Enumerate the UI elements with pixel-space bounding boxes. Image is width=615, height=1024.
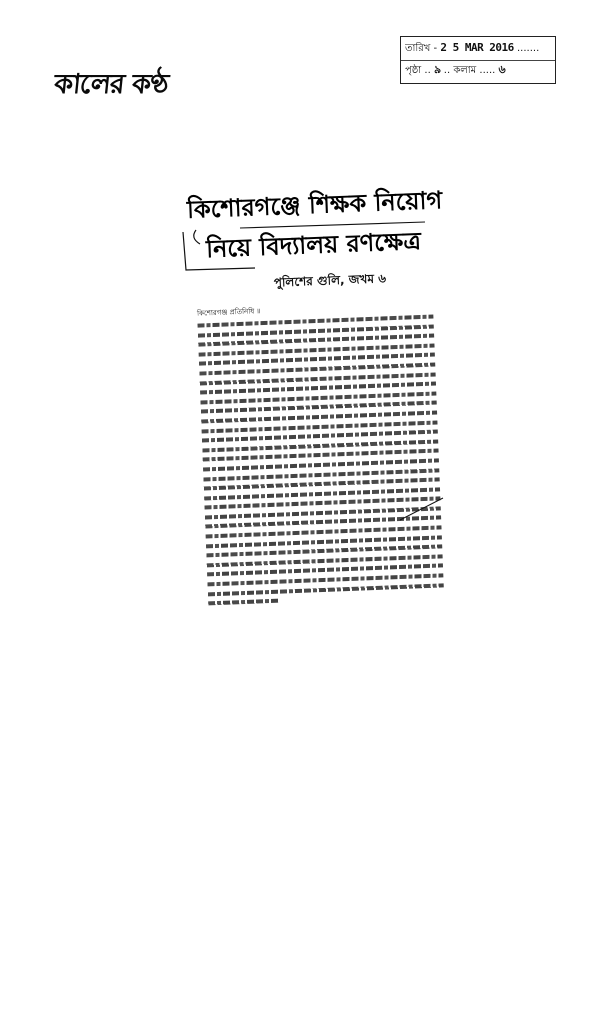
news-clipping	[186, 176, 450, 545]
stamp-date-label: তারিখ	[405, 43, 431, 54]
stamp-divider	[401, 60, 555, 61]
stamp-column-value: ৬	[498, 64, 506, 76]
subheadline: পুলিশের গুলি, জখম ৬	[273, 271, 387, 290]
newspaper-masthead: কালের কণ্ঠ	[52, 69, 170, 100]
headline-line-1: কিশোরগঞ্জে শিক্ষক নিয়োগ	[186, 185, 443, 224]
stamp-date-value: 2 5 MAR 2016	[440, 42, 514, 54]
article-body	[197, 315, 444, 606]
body-line	[208, 599, 279, 606]
stamp-page-value: ৯	[433, 64, 441, 76]
stamp-page-label: পৃষ্ঠা	[405, 65, 422, 76]
stamp-page-row: পৃষ্ঠা .. ৯ .. কলাম ..... ৬	[405, 64, 506, 76]
archive-stamp	[400, 36, 556, 84]
stamp-date-row: তারিখ - 2 5 MAR 2016 .......	[405, 42, 540, 54]
headline-line-2: নিয়ে বিদ্যালয় রণক্ষেত্র	[205, 225, 422, 264]
byline: কিশোরগঞ্জ প্রতিনিধি ॥	[196, 307, 261, 318]
stamp-column-label: কলাম	[453, 65, 477, 76]
